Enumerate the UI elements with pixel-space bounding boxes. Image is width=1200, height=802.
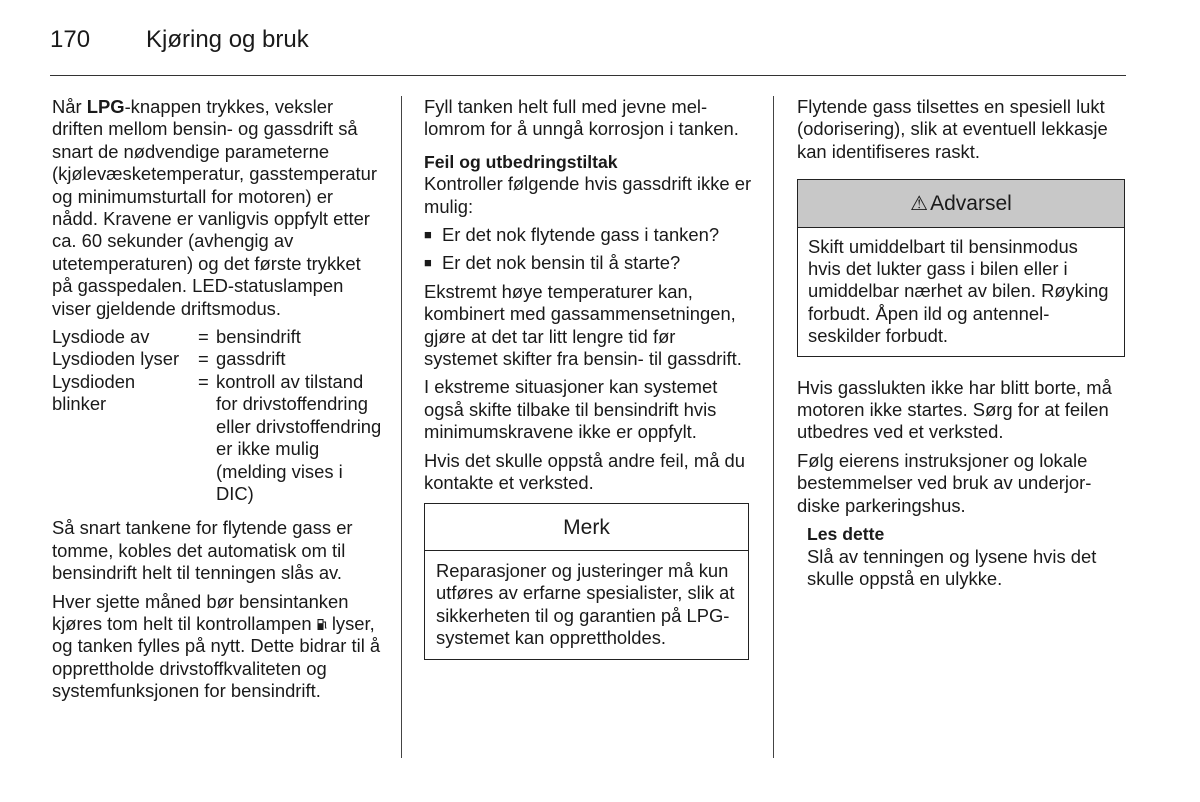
equals-sign: = (198, 370, 209, 392)
bullet-text: Er det nok flytende gass i tanken? (442, 224, 720, 246)
warning-body: Skift umiddelbart til bensinmodus hvis det lukter gass i bilen eller i umiddelbar nærhet av bilen. Røyking forbudt. Åpen ild og antennelseskilder forbudt. (808, 235, 1109, 347)
paragraph-tanks-empty: Så snart tankene for flytende gass er tomme, kobles det automatisk om til bensindrift helt til tenningen slås av. (52, 517, 353, 584)
paragraph-extreme-situations: I ekstreme situasjoner kan systemet også skifte tilbake til bensindrift hvis minimumskravene ikke er oppfylt. (424, 376, 718, 443)
note-box (424, 503, 749, 660)
definition-term: Lysdioden blinker (52, 370, 136, 415)
paragraph-monthly-maintenance (52, 591, 384, 703)
column-2 (424, 96, 754, 660)
read-this-note (807, 523, 1127, 590)
fuel-pump-icon (317, 614, 327, 627)
bullet-item (424, 252, 754, 274)
bullet-square-icon: ■ (424, 255, 432, 271)
definition-description: kontroll av tilstand for drivstoffendring eller drivstoffendring er ikke mulig (melding vises i DIC) (216, 370, 382, 504)
paragraph-temperatures: Ekstremt høye temperaturer kan, kombinert med gassammensetningen, gjøre at det tar litt lengre tid før systemet skifter fra bensin- til gassdrift. (424, 280, 742, 370)
paragraph-check: Kontroller følgende hvis gassdrift ikke er mulig: (424, 173, 752, 217)
column-divider-1 (401, 96, 402, 758)
column-1 (52, 96, 384, 709)
definition-row (52, 348, 384, 370)
definition-term: Lysdiode av (52, 326, 150, 348)
equals-sign: = (198, 326, 209, 348)
read-note-body: Slå av tenningen og lysene hvis det skulle oppstå en ulykke. (807, 545, 1097, 589)
note-title: Merk (425, 504, 748, 551)
paragraph-fill-tank: Fyll tanken helt full med jevne mellomrom for å unngå korrosjon i tanken. (424, 96, 739, 140)
paragraph-lpg-button (52, 96, 384, 320)
bullet-text: Er det nok bensin til å starte? (442, 252, 681, 274)
lpg-bold-label: LPG (86, 96, 125, 117)
page-header (50, 26, 1126, 60)
column-divider-2 (773, 96, 774, 758)
note-body: Reparasjoner og justeringer må kun utføres av erfarne spesialister, slik at sikkerheten til og garantien på LPG-systemet kan opprettholdes. (436, 559, 735, 649)
chapter-title: Kjøring og bruk (146, 26, 309, 53)
definition-row (52, 326, 384, 348)
text-segment: -knappen trykkes, veksler driften mellom bensin- og gassdrift så snart de nødvendige parameterne (kjølevæsketemperatur, gasstemperatur og minimumsturtall for motoren) er nådd. Kravene er vanligvis oppfylt etter ca. 60 sekunder (avhengig av utetemperaturen) og det første trykket på gasspedalen. LED-statuslampen viser gjeldende driftsmodus. (52, 96, 378, 319)
page-number: 170 (50, 26, 91, 53)
warning-box (797, 179, 1125, 356)
definition-row (52, 371, 384, 505)
definition-description: bensindrift (216, 326, 301, 348)
column-3 (797, 96, 1127, 590)
text-segment: Når (52, 96, 87, 117)
text-segment: Hver sjette måned bør bensintanken kjøres tom helt til kontrollampen (52, 590, 349, 634)
text-segment: lyser, og tanken fylles på nytt. Dette bidrar til å opprettholde drivstoffkvaliteten og systemfunksjonen for bensindrift. (52, 612, 381, 702)
led-status-definitions (52, 326, 384, 505)
header-divider (50, 75, 1126, 76)
paragraph-regulations: Følg eierens instruksjoner og lokale bestemmelser ved bruk av underjordiske parkeringshus. (797, 449, 1092, 516)
warning-title: Advarsel (930, 192, 1012, 216)
definition-term: Lysdioden lyser (52, 348, 180, 370)
bullet-item (424, 224, 754, 246)
paragraph-odorisation: Flytende gass tilsettes en spesiell lukt (odorisering), slik at eventuell lekkasje kan identifiseres raskt. (797, 96, 1108, 162)
section-heading-faults: Feil og utbedringstiltak (424, 151, 618, 172)
definition-description: gassdrift (216, 348, 286, 370)
bullet-square-icon: ■ (424, 227, 432, 243)
warning-header (798, 180, 1124, 227)
equals-sign: = (198, 348, 209, 370)
paragraph-contact-workshop: Hvis det skulle oppstå andre feil, må du kontakte et verksted. (424, 449, 745, 494)
paragraph-gas-smell: Hvis gasslukten ikke har blitt borte, må motoren ikke startes. Sørg for at feilen utbedres ved et verksted. (797, 376, 1112, 443)
warning-triangle-icon: ⚠ (910, 193, 929, 216)
read-note-title: Les dette (807, 524, 885, 545)
